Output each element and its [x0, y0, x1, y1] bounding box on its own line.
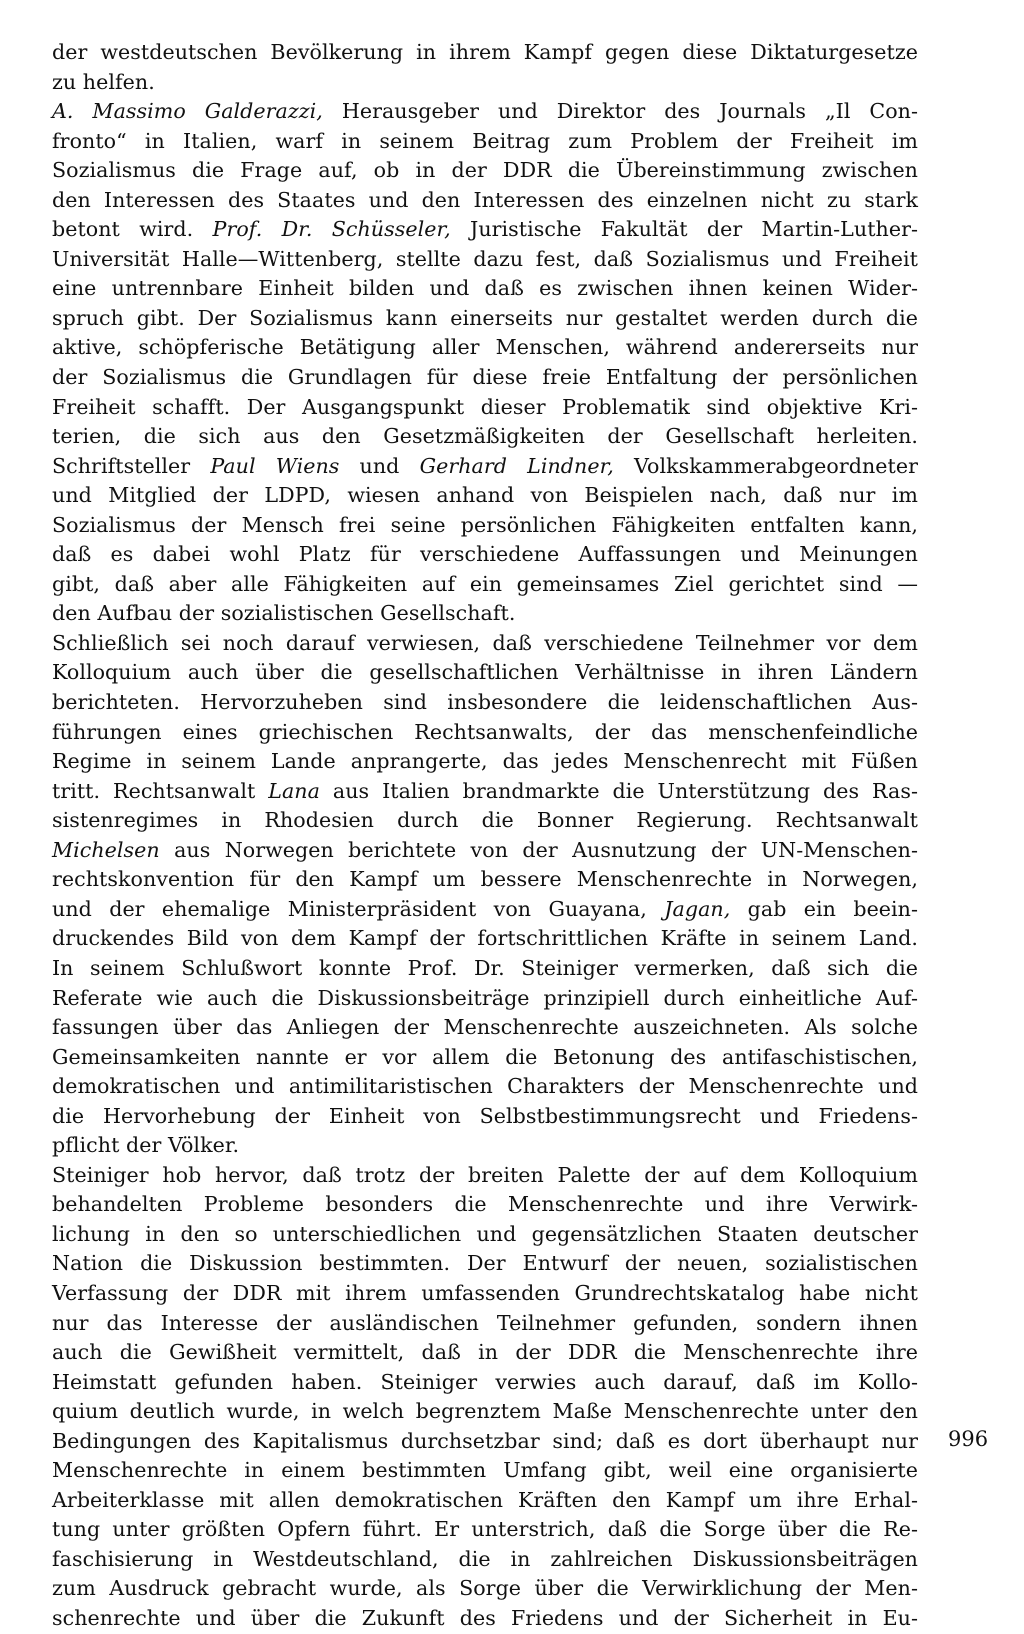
text-line — [52, 1043, 918, 1073]
line-text: berichteten. Hervorzuheben sind insbesondere die leidenschaftlichen Aus- — [52, 690, 918, 715]
line-text: Schließlich sei noch darauf verwiesen, daß verschiedene Teilnehmer vor dem — [52, 630, 918, 655]
text-line — [52, 156, 918, 186]
line-text: auch die Gewißheit vermittelt, daß in der DDR die Menschenrechte ihre — [52, 1340, 918, 1365]
line-text: tung unter größten Opfern führt. Er unterstrich, daß die Sorge über die Re- — [52, 1517, 918, 1542]
line-text: pflicht der Völker. — [52, 1133, 240, 1158]
text-line — [52, 688, 918, 718]
text-line — [52, 570, 918, 600]
text-line — [52, 747, 918, 777]
text-line — [52, 1102, 918, 1132]
italic-name-text: Jagan, — [664, 896, 731, 921]
text-line — [52, 1456, 918, 1486]
text-line — [52, 186, 918, 216]
text-line — [52, 333, 918, 363]
line-text: Heimstatt gefunden haben. Steiniger verwies auch darauf, daß im Kollo- — [52, 1369, 918, 1394]
line-text: Verfassung der DDR mit ihrem umfassenden Grundrechtskatalog habe nicht — [52, 1280, 918, 1305]
text-line — [52, 38, 918, 68]
text-line — [52, 215, 918, 245]
text-line — [52, 1368, 918, 1398]
line-text: behandelten Probleme besonders die Menschenrechte und ihre Verwirk- — [52, 1192, 918, 1217]
text-line — [52, 777, 918, 807]
italic-name-text: Gerhard Lindner, — [419, 453, 614, 478]
line-text: eine untrennbare Einheit bilden und daß es zwischen ihnen keinen Wider- — [52, 276, 918, 301]
line-text: fassungen über das Anliegen der Menschenrechte auszeichneten. Als solche — [52, 1015, 918, 1040]
text-line — [52, 1515, 918, 1545]
line-text: und Mitglied der LDPD, wiesen anhand von Beispielen nach, daß nur im — [52, 483, 918, 508]
text-line — [52, 1220, 918, 1250]
text-line — [52, 1338, 918, 1368]
line-text: nur das Interesse der ausländischen Teilnehmer gefunden, sondern ihnen — [52, 1310, 918, 1335]
line-text: Freiheit schafft. Der Ausgangspunkt dieser Problematik sind objektive Kri- — [52, 394, 918, 419]
line-text: zu helfen. — [52, 69, 155, 94]
text-line — [52, 599, 918, 629]
line-text: quium deutlich wurde, in welch begrenztem Maße Menschenrechte unter den — [52, 1399, 918, 1424]
line-text: Sozialismus der Mensch frei seine persönlichen Fähigkeiten entfalten kann, — [52, 512, 918, 537]
line-text: Schriftsteller — [52, 453, 211, 478]
text-line — [52, 1131, 918, 1161]
text-line — [52, 1013, 918, 1043]
text-line — [52, 511, 918, 541]
line-text: Menschenrechte in einem bestimmten Umfang gibt, weil eine organisierte — [52, 1458, 918, 1483]
line-text: Bedingungen des Kapitalismus durchsetzbar sind; daß es dort überhaupt nur — [52, 1428, 918, 1453]
line-text: sistenregimes in Rhodesien durch die Bonner Regierung. Rechtsanwalt — [52, 808, 918, 833]
text-line — [52, 984, 918, 1014]
text-line — [52, 245, 918, 275]
line-text: der Sozialismus die Grundlagen für diese freie Entfaltung der persönlichen — [52, 365, 918, 390]
line-text: Kolloquium auch über die gesellschaftlichen Verhältnisse in ihren Ländern — [52, 660, 918, 685]
text-line — [52, 97, 918, 127]
text-line — [52, 274, 918, 304]
line-text: gibt, daß aber alle Fähigkeiten auf ein gemeinsames Ziel gerichtet sind — — [52, 571, 918, 596]
line-text: Nation die Diskussion bestimmten. Der Entwurf der neuen, sozialistischen — [52, 1251, 918, 1276]
line-text: Regime in seinem Lande anprangerte, das jedes Menschenrecht mit Füßen — [52, 749, 918, 774]
text-line — [52, 422, 918, 452]
text-line — [52, 363, 918, 393]
text-line — [52, 1397, 918, 1427]
line-text: In seinem Schlußwort konnte Prof. Dr. Steiniger vermerken, daß sich die — [52, 955, 918, 980]
line-text: der westdeutschen Bevölkerung in ihrem Kampf gegen diese Diktaturgesetze — [52, 40, 918, 64]
text-line — [52, 865, 918, 895]
text-line — [52, 127, 918, 157]
text-line — [52, 1249, 918, 1279]
text-line — [52, 304, 918, 334]
text-line — [52, 68, 918, 98]
line-text: demokratischen und antimilitaristischen Charakters der Menschenrechte und — [52, 1074, 918, 1099]
text-line — [52, 1545, 918, 1575]
text-line — [52, 452, 918, 482]
document-page — [52, 38, 918, 1634]
line-text: den Interessen des Staates und den Interessen des einzelnen nicht zu stark — [52, 187, 918, 212]
text-line — [52, 540, 918, 570]
line-text: gab ein beein- — [730, 896, 918, 921]
line-text: Juristische Fakultät der Martin-Luther- — [450, 217, 918, 242]
page-number: 996 — [948, 1427, 989, 1451]
line-text: und der ehemalige Ministerpräsident von Guayana, — [52, 896, 665, 921]
italic-name-text: Lana — [268, 778, 320, 803]
line-text: aus Italien brandmarkte die Unterstützung des Ras- — [319, 778, 919, 803]
line-text: daß es dabei wohl Platz für verschiedene Auffassungen und Meinungen — [52, 542, 918, 567]
line-text: betont wird. — [52, 217, 213, 242]
line-text: Arbeiterklasse mit allen demokratischen Kräften den Kampf um ihre Erhal- — [52, 1487, 918, 1512]
line-text: Volkskammerabgeordneter — [613, 453, 919, 478]
line-text: und — [339, 453, 420, 478]
text-line — [52, 658, 918, 688]
text-line — [52, 954, 918, 984]
text-line — [52, 924, 918, 954]
text-line — [52, 718, 918, 748]
line-text: den Aufbau der sozialistischen Gesellschaft. — [52, 601, 516, 626]
text-line — [52, 1309, 918, 1339]
line-text: führungen eines griechischen Rechtsanwalts, der das menschenfeindliche — [52, 719, 918, 744]
text-line — [52, 806, 918, 836]
text-line — [52, 1279, 918, 1309]
line-text: terien, die sich aus den Gesetzmäßigkeiten der Gesellschaft herleiten. — [52, 424, 918, 449]
italic-name-text: Prof. Dr. Schüsseler, — [212, 217, 451, 242]
line-text: lichung in den so unterschiedlichen und gegensätzlichen Staaten deutscher — [52, 1221, 918, 1246]
italic-name-text: Michelsen — [52, 837, 160, 862]
document-body-text — [52, 38, 918, 1634]
text-line — [52, 1427, 918, 1457]
line-text: aktive, schöpferische Betätigung aller Menschen, während andererseits nur — [52, 335, 918, 360]
line-text: Referate wie auch die Diskussionsbeiträge prinzipiell durch einheitliche Auf- — [52, 985, 918, 1010]
text-line — [52, 1486, 918, 1516]
line-text: fronto“ in Italien, warf in seinem Beitrag zum Problem der Freiheit im — [52, 128, 918, 153]
line-text: Sozialismus die Frage auf, ob in der DDR die Übereinstimmung zwischen — [52, 158, 918, 183]
italic-name-text: A. Massimo Galderazzi, — [52, 99, 323, 124]
line-text: Universität Halle—Wittenberg, stellte dazu fest, daß Sozialismus und Freiheit — [52, 246, 918, 271]
line-text: aus Norwegen berichtete von der Ausnutzung der UN-Menschen- — [159, 837, 918, 862]
text-line — [52, 836, 918, 866]
text-line — [52, 1604, 918, 1634]
line-text: spruch gibt. Der Sozialismus kann einerseits nur gestaltet werden durch die — [52, 305, 918, 330]
italic-name-text: Paul Wiens — [210, 453, 340, 478]
line-text: schenrechte und über die Zukunft des Friedens und der Sicherheit in Eu- — [52, 1605, 918, 1630]
text-line — [52, 1161, 918, 1191]
line-text: tritt. Rechtsanwalt — [52, 778, 269, 803]
text-line — [52, 1190, 918, 1220]
line-text: Gemeinsamkeiten nannte er vor allem die Betonung des antifaschistischen, — [52, 1044, 918, 1069]
line-text: Herausgeber und Direktor des Journals „Il Con- — [322, 99, 918, 124]
line-text: die Hervorhebung der Einheit von Selbstbestimmungsrecht und Friedens- — [52, 1103, 918, 1128]
text-line — [52, 1072, 918, 1102]
line-text: zum Ausdruck gebracht wurde, als Sorge über die Verwirklichung der Men- — [52, 1576, 918, 1601]
text-line — [52, 481, 918, 511]
text-line — [52, 393, 918, 423]
text-line — [52, 895, 918, 925]
line-text: Steiniger hob hervor, daß trotz der breiten Palette der auf dem Kolloquium — [52, 1162, 918, 1187]
text-line — [52, 629, 918, 659]
text-line — [52, 1574, 918, 1604]
line-text: rechtskonvention für den Kampf um bessere Menschenrechte in Norwegen, — [52, 867, 918, 892]
line-text: druckendes Bild von dem Kampf der fortschrittlichen Kräfte in seinem Land. — [52, 926, 918, 951]
line-text: faschisierung in Westdeutschland, die in zahlreichen Diskussionsbeiträgen — [52, 1546, 918, 1571]
